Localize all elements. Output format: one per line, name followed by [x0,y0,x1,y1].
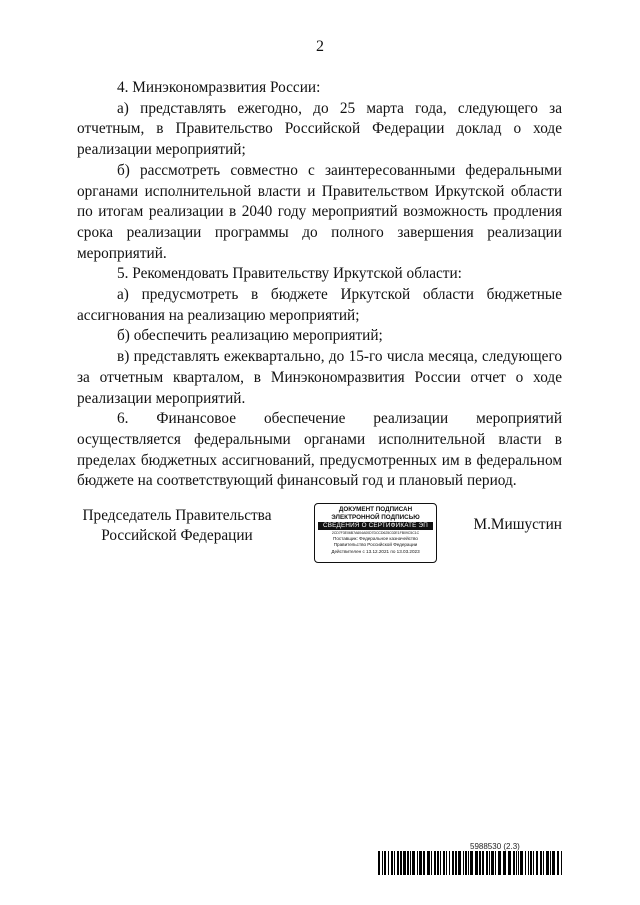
barcode-bar [443,851,445,875]
barcode-bar [546,851,549,875]
barcode-bar [382,851,383,875]
barcode-bar [489,851,490,875]
barcode-bar [525,851,526,875]
paragraph-4b: б) рассмотреть совместно с заинтересованными федеральными органами исполнительной власти и Правительством Иркутской области по итогам реализации в 2040 году мероприятий возможность продления срока реализации программы до полного завершения реализации мероприятий. [77,161,562,262]
barcode-bar [543,851,544,875]
barcode-bar [528,851,529,875]
barcode-bar [403,851,406,875]
barcode-bar [400,851,402,875]
barcode-bar [491,851,494,875]
barcode-bar [561,851,562,875]
barcode-bar [498,851,501,875]
paragraph-5v: в) представлять ежеквартально, до 15-го числа месяца, следующего за отчетным кварталом, в Минэкономразвития России отчет о ходе реализации мероприятий. [77,348,562,407]
barcode-bar [508,851,511,875]
stamp-certificate-band: СВЕДЕНИЯ О СЕРТИФИКАТЕ ЭП [318,522,433,530]
paragraph-6: 6. Финансовое обеспечение реализации мероприятий осуществляется федеральными органами исполнительной власти в пределах бюджетных ассигнований, предусмотренных им в федеральном бюджете на соответствующий финансовый год и плановый период. [77,410,562,490]
paragraph-5: 5. Рекомендовать Правительству Иркутской области: [117,265,462,283]
signatory-position-line1: Председатель Правительства [82,507,272,524]
barcode-bar [427,851,430,875]
stamp-issuer-line1: Поставщик: Федеральное казначейство [333,536,418,541]
barcode-bar [463,851,464,875]
barcode-bar [516,851,517,875]
barcode-bar [557,851,559,875]
barcode-bar [540,851,542,875]
barcode-bar [378,851,380,875]
barcode-bar [384,851,386,875]
barcode-bar [470,851,473,875]
barcode-bar [550,851,551,875]
paragraph-5b: б) обеспечить реализацию мероприятий; [117,327,383,345]
page-number: 2 [316,38,324,55]
barcode-bar [465,851,467,875]
barcode-bar [520,851,523,875]
paragraph-5a: а) предусмотреть в бюджете Иркутской области бюджетные ассигнования на реализацию мероприятий; [77,286,562,324]
barcode-bar [482,851,484,875]
signatory-position-line2: Российской Федерации [101,527,253,544]
paragraph-4a: а) представлять ежегодно, до 25 марта года, следующего за отчетным, в Правительство Российской Федерации доклад о ходе реализации мероприятий; [77,99,562,159]
barcode-bar [419,851,422,875]
barcode-bar [431,851,432,875]
barcode-bar [437,851,439,875]
barcode-bar [530,851,532,875]
electronic-signature-stamp [314,503,437,563]
barcode-bar [440,851,441,875]
barcode-bar [536,851,538,875]
barcode-bar [423,851,425,875]
document-body [77,78,562,492]
stamp-issuer-line2: Правительство Российской Федерации [333,542,418,548]
barcode-bar [518,851,519,875]
barcode-bar [458,851,461,875]
barcode-bar [468,851,469,875]
barcode-bar [486,851,488,875]
stamp-validity: Действителен с 13.12.2021 по 13.03.2023 [331,548,420,554]
barcode-bar [388,851,389,875]
stamp-serial: 2CD7F3E06B7A604A00D7DCCD625C02E1FB09C5C1C [331,531,420,535]
barcode-bar [475,851,478,875]
barcode-id: 5988530 (2.3) [470,842,520,851]
barcode-bar [434,851,436,875]
barcode-bar [417,851,418,875]
barcode-bar [412,851,415,875]
barcode-bar [407,851,409,875]
stamp-title-line1: ДОКУМЕНТ ПОДПИСАН [338,506,413,513]
barcode-bar [394,851,395,875]
barcode-bar [449,851,450,875]
paragraph-4: 4. Минэкономразвития России: [117,79,321,96]
barcode-bar [495,851,496,875]
barcode-bar [397,851,399,875]
barcode-bar [446,851,447,875]
barcode-bar [452,851,454,875]
stamp-title-line2: ЭЛЕКТРОННОЙ ПОДПИСЬЮ [331,513,420,521]
barcode-bar [513,851,515,875]
barcode-bar [503,851,506,875]
signer-name: М.Мишустин [473,516,562,533]
signatory-position [77,506,277,546]
barcode [378,851,564,875]
barcode-bar [410,851,411,875]
barcode-bar [533,851,534,875]
barcode-bar [479,851,481,875]
barcode-bar [455,851,457,875]
barcode-bar [552,851,555,875]
barcode-bar [391,851,393,875]
